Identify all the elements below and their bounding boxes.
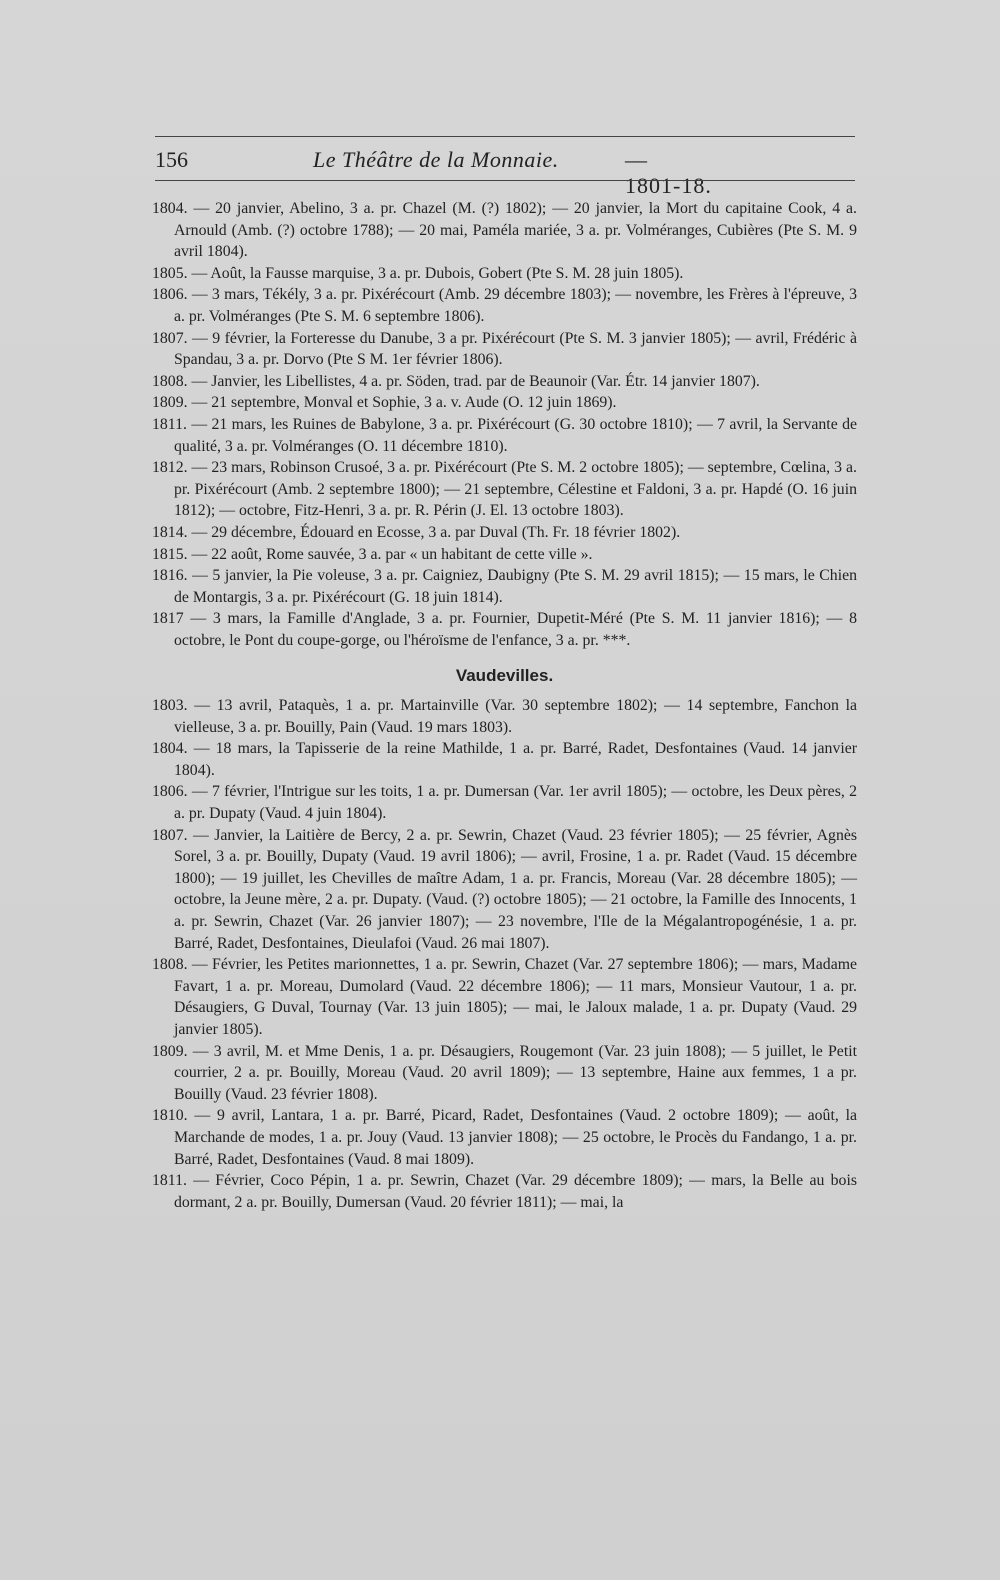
melodrame-list bbox=[152, 198, 857, 651]
entry: 1804. — 20 janvier, Abelino, 3 a. pr. Chazel (M. (?) 1802); — 20 janvier, la Mort du capitaine Cook, 4 a. Arnould (Amb. (?) octobre 1788); — 20 mai, Paméla mariée, 3 a. pr. Volméranges, Cubières (Pte S. M. 9 avril 1804). bbox=[152, 200, 857, 261]
entry: 1810. — 9 avril, Lantara, 1 a. pr. Barré, Picard, Radet, Desfontaines (Vaud. 2 octobre 1809); — août, la Marchande de modes, 1 a. pr. Jouy (Vaud. 13 janvier 1808); — 25 octobre, le Procès du Fandango, 1 a. pr. Barré, Radet, Desfontaines (Vaud. 8 mai 1809). bbox=[152, 1107, 857, 1168]
entry: 1811. — Février, Coco Pépin, 1 a. pr. Sewrin, Chazet (Var. 29 décembre 1809); — mars, la Belle au bois dormant, 2 a. pr. Bouilly, Dumersan (Vaud. 20 février 1811); — mai, la bbox=[152, 1172, 857, 1211]
entry: 1809. — 21 septembre, Monval et Sophie, 3 a. v. Aude (O. 12 juin 1869). bbox=[152, 394, 617, 412]
entry: 1812. — 23 mars, Robinson Crusoé, 3 a. pr. Pixérécourt (Pte S. M. 2 octobre 1805); — septembre, Cœlina, 3 a. pr. Pixérécourt (Amb. 2 septembre 1800); — 21 septembre, Célestine et Faldoni, 3 a. pr. Hapdé (O. 16 juin 1812); — octobre, Fitz-Henri, 3 a. pr. R. Périn (J. El. 13 octobre 1803). bbox=[152, 459, 857, 520]
entry: 1803. — 13 avril, Pataquès, 1 a. pr. Martainville (Var. 30 septembre 1802); — 14 septembre, Fanchon la vielleuse, 3 a. pr. Bouilly, Pain (Vaud. 19 mars 1803). bbox=[152, 697, 857, 736]
header-rule-bottom bbox=[155, 180, 855, 181]
entry: 1815. — 22 août, Rome sauvée, 3 a. par « un habitant de cette ville ». bbox=[152, 545, 593, 563]
running-header bbox=[155, 143, 715, 198]
entry: 1807. — 9 février, la Forteresse du Danube, 3 a pr. Pixérécourt (Pte S. M. 3 janvier 1805); — avril, Frédéric à Spandau, 3 a. pr. Dorvo (Pte S M. 1er février 1806). bbox=[152, 329, 857, 369]
running-title: Le Théâtre de la Monnaie. bbox=[313, 147, 559, 172]
entry: 1817 — 3 mars, la Famille d'Anglade, 3 a. pr. Fournier, Dupetit-Méré (Pte S. M. 11 janvier 1816); — 8 octobre, le Pont du coupe-gorge, ou l'héroïsme de l'enfance, 3 a. pr. ***. bbox=[152, 610, 857, 649]
entry: 1804. — 18 mars, la Tapisserie de la reine Mathilde, 1 a. pr. Barré, Radet, Desfontaines (Vaud. 14 janvier 1804). bbox=[152, 740, 857, 779]
entry: 1808. — Janvier, les Libellistes, 4 a. pr. Söden, trad. par de Beaunoir (Var. Étr. 14 janvier 1807). bbox=[152, 372, 760, 390]
entry: 1809. — 3 avril, M. et Mme Denis, 1 a. pr. Désaugiers, Rougemont (Var. 23 juin 1808); — 5 juillet, le Petit courrier, 2 a. pr. Bouilly, Moreau (Vaud. 20 avril 1809); — 13 septembre, Haine aux femmes, 1 a pr. Bouilly (Vaud. 23 février 1808). bbox=[152, 1042, 857, 1103]
header-rule-top bbox=[155, 136, 855, 137]
entry: 1811. — 21 mars, les Ruines de Babylone, 3 a. pr. Pixérécourt (G. 30 octobre 1810); — 7 avril, la Servante de qualité, 3 a. pr. Volméranges (O. 11 décembre 1810). bbox=[152, 415, 857, 455]
entry: 1806. — 7 février, l'Intrigue sur les toits, 1 a. pr. Dumersan (Var. 1er avril 1805); — octobre, les Deux pères, 2 a. pr. Dupaty (Vaud. 4 juin 1804). bbox=[152, 783, 857, 823]
page-number: 156 bbox=[155, 147, 188, 172]
entry: 1805. — Août, la Fausse marquise, 3 a. pr. Dubois, Gobert (Pte S. M. 28 juin 1805). bbox=[152, 264, 684, 282]
entry: 1814. — 29 décembre, Édouard en Ecosse, 3 a. par Duval (Th. Fr. 18 février 1802). bbox=[152, 523, 681, 541]
vaudeville-list bbox=[152, 695, 857, 1213]
entry: 1808. — Février, les Petites marionnettes, 1 a. pr. Sewrin, Chazet (Var. 27 septembre 1806); — mars, Madame Favart, 1 a. pr. Moreau, Dumolard (Vaud. 22 décembre 1806); — 11 mars, Monsieur Vautour, 1 a. pr. Désaugiers, G Duval, Tournay (Var. 13 juin 1805); — mai, le Jaloux malade, 1 a. pr. Dupaty (Vaud. 29 janvier 1805). bbox=[152, 956, 857, 1038]
entry: 1806. — 3 mars, Tékély, 3 a. pr. Pixérécourt (Amb. 29 décembre 1803); — novembre, les Frères à l'épreuve, 3 a. pr. Volméranges (Pte S. M. 6 septembre 1806). bbox=[152, 286, 857, 325]
page-body bbox=[152, 198, 857, 1213]
entry: 1807. — Janvier, la Laitière de Bercy, 2 a. pr. Sewrin, Chazet (Vaud. 23 février 1805); — 25 février, Agnès Sorel, 3 a. pr. Bouilly, Dupaty (Vaud. 19 avril 1806); — avril, Frosine, 1 a. pr. Radet (Vaud. 15 décembre 1800); — 19 juillet, les Chevilles de maître Adam, 1 a. pr. Francis, Moreau (Var. 28 décembre 1805); — octobre, la Jeune mère, 2 a. pr. Dupaty. (Vaud. (?) octobre 1805); — 21 octobre, la Famille des Innocents, 1 a. pr. Sewrin, Chazet (Var. 26 janvier 1807); — 23 novembre, l'Ile de la Mégalantropogénésie, 1 a. pr. Barré, Radet, Desfontaines, Dieulafoi (Vaud. 26 mai 1807). bbox=[152, 826, 857, 952]
running-years: — 1801-18. bbox=[625, 147, 712, 198]
entry: 1816. — 5 janvier, la Pie voleuse, 3 a. pr. Caigniez, Daubigny (Pte S. M. 29 avril 1815); — 15 mars, le Chien de Montargis, 3 a. pr. Pixérécourt (G. 18 juin 1814). bbox=[152, 567, 857, 606]
section-title: Vaudevilles. bbox=[455, 666, 554, 686]
